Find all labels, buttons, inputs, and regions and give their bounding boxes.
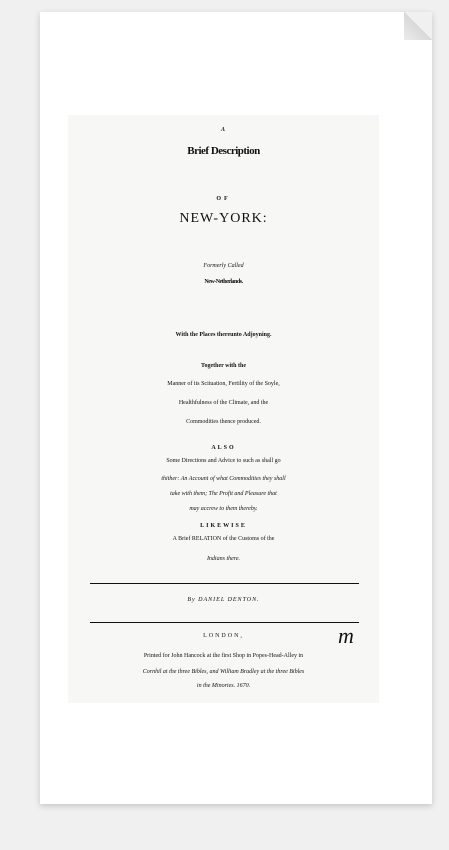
directions-line-2: thither: An Account of what Commodities they shall xyxy=(161,476,286,482)
imprint-line-1: Printed for John Hancock at the first Shop in Popes-Head-Alley in xyxy=(143,653,304,659)
title-main: Brief Description xyxy=(187,145,260,157)
together-with: Together with the xyxy=(201,363,246,369)
manner-line-2: Healthfulness of the Climate, and the xyxy=(178,400,269,406)
former-name: New-Netherlands. xyxy=(204,279,243,285)
likewise-heading: LIKEWISE xyxy=(200,523,247,529)
title-article: A xyxy=(220,127,226,133)
directions-line-4: may accrew to them thereby. xyxy=(189,506,258,512)
manner-line-1: Manner of its Scituation, Fertility of the Soyle, xyxy=(167,381,280,387)
directions-line-3: take with them; The Profit and Pleasure that xyxy=(170,491,277,497)
author-line: By DANIEL DENTON. xyxy=(187,597,260,603)
title-page xyxy=(68,115,379,703)
page-curl xyxy=(404,12,432,40)
title-place: NEW-YORK: xyxy=(179,211,268,226)
handwritten-mark: m xyxy=(338,623,354,648)
imprint-city: LONDON, xyxy=(203,633,244,639)
relation-line-2: Indians there. xyxy=(206,556,241,562)
imprint-line-3: in the Minories. 1670. xyxy=(196,683,251,689)
directions-line-1: Some Directions and Advice to such as shall go xyxy=(166,458,281,464)
title-of: OF xyxy=(216,196,231,202)
divider-rule-top xyxy=(90,583,359,584)
manner-line-3: Commodities thence produced. xyxy=(186,419,261,425)
imprint-line-2: Cornhil at the three Bibles, and William Bradley at the three Bibles xyxy=(142,669,305,675)
relation-line-1: A Brief RELATION of the Customs of the xyxy=(172,536,275,542)
with-places: With the Places thereunto Adjoyning. xyxy=(175,332,272,338)
divider-rule-bottom xyxy=(90,622,359,623)
also-heading: ALSO xyxy=(211,445,236,451)
formerly-called: Formerly Called xyxy=(203,263,244,269)
